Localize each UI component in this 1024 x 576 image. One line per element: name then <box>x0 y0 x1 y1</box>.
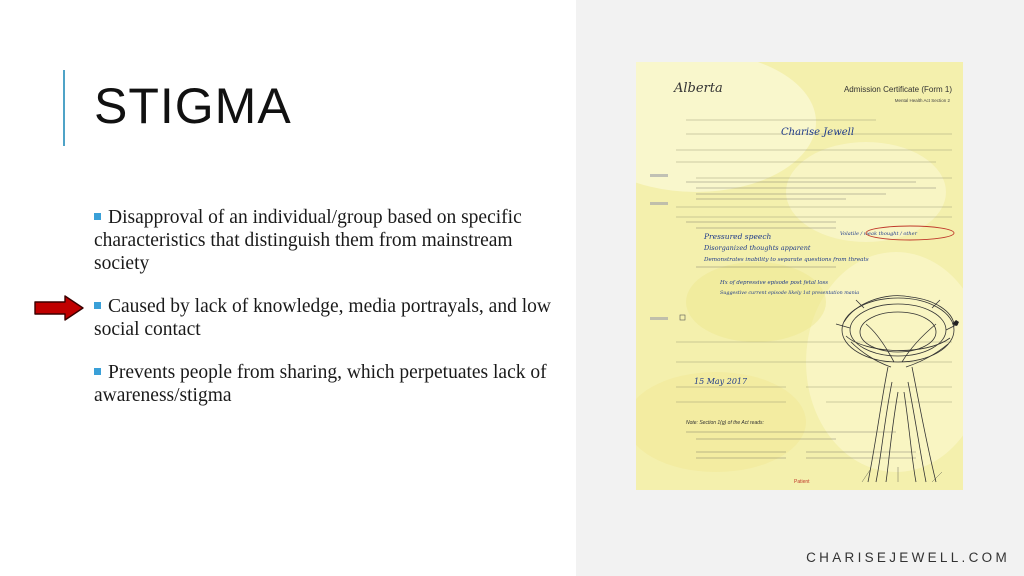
admission-certificate-photo <box>636 62 963 490</box>
doc-note-3: Disorganized thoughts apparent <box>704 244 811 252</box>
doc-date: 15 May 2017 <box>694 377 748 386</box>
slide-title: STIGMA <box>94 78 292 134</box>
bullet-list <box>94 206 564 427</box>
doc-note-2: Volatile / weak thought / other <box>840 231 917 237</box>
doc-logo: Alberta <box>674 81 723 96</box>
bullet-item-disapproval <box>94 206 564 275</box>
doc-note-5: Hx of depressive episode post fetal loss <box>720 280 829 286</box>
doc-section-note: Note: Section 1(g) of the Act reads: <box>686 420 764 426</box>
doc-header-title: Admission Certificate (Form 1) <box>843 85 952 94</box>
square-bullet-icon <box>94 302 101 309</box>
bullet-text: Caused by lack of knowledge, media portrayals, and low social contact <box>94 296 551 340</box>
title-accent-bar <box>63 70 65 146</box>
doc-footer-label: Patient <box>794 479 810 485</box>
square-bullet-icon <box>94 368 101 375</box>
bullet-item-prevents <box>94 361 564 407</box>
bullet-item-causes <box>94 295 564 341</box>
doc-note-6: Suggestive current episode likely 1st presentation mania <box>720 291 860 296</box>
bullet-text: Disapproval of an individual/group based on specific characteristics that distinguish them from mainstream society <box>94 207 522 274</box>
square-bullet-icon <box>94 213 101 220</box>
doc-note-4: Demonstrates inability to separate questions from threats <box>704 257 869 263</box>
website-footer[interactable]: CHARISEJEWELL.COM <box>806 550 1010 565</box>
doc-header-subtitle: Mental Health Act Section 2 <box>894 98 950 103</box>
bullet-text: Prevents people from sharing, which perpetuates lack of awareness/stigma <box>94 362 547 406</box>
doc-note-1: Pressured speech <box>704 232 772 241</box>
doc-patient-name: Charise Jewell <box>781 127 855 138</box>
red-arrow-icon <box>34 295 84 321</box>
